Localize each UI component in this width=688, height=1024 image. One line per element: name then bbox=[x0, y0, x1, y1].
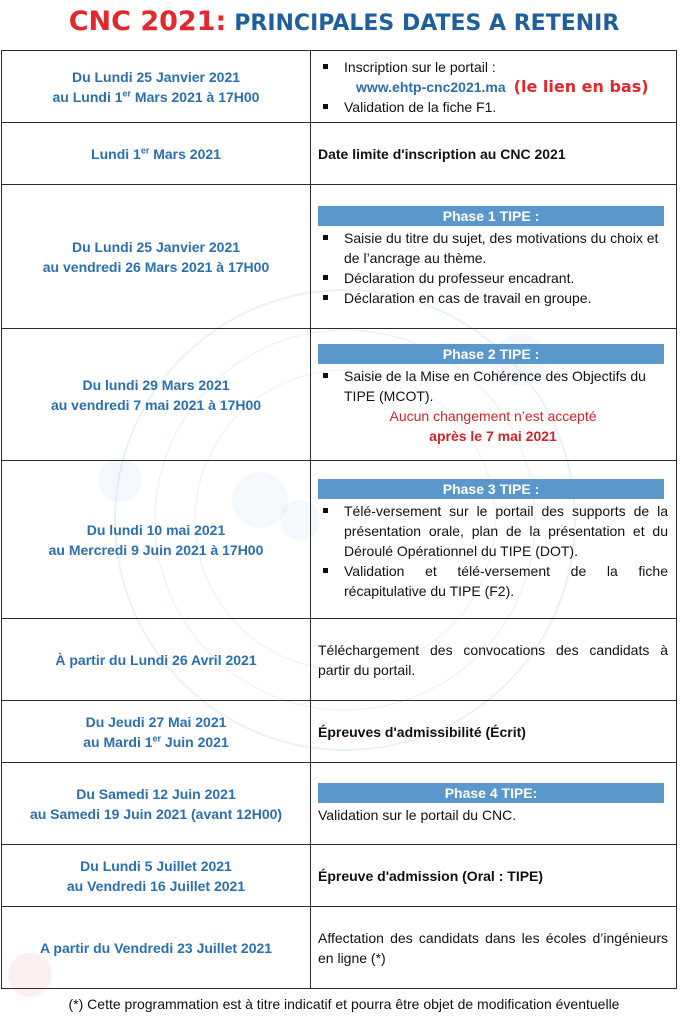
desc-cell: Date limite d'inscription au CNC 2021 bbox=[311, 123, 677, 185]
list-item: Validation et télé-versement de la fiche récapitulative du TIPE (F2). bbox=[318, 561, 668, 601]
table-row bbox=[2, 51, 677, 123]
warning-date: après le 7 mai 2021 bbox=[429, 427, 557, 444]
date-cell: Du lundi 29 Mars 2021 au vendredi 7 mai 2021 à 17H00 bbox=[2, 329, 311, 461]
desc-cell: Téléchargement des convocations des candidats à partir du portail. bbox=[311, 619, 677, 701]
date-cell: Du Lundi 25 Janvier 2021 au vendredi 26 Mars 2021 à 17H00 bbox=[2, 185, 311, 329]
table-row bbox=[2, 763, 677, 845]
table-row bbox=[2, 845, 677, 907]
list-item: Saisie de la Mise en Cohérence des Objectifs du TIPE (MCOT). bbox=[318, 366, 668, 406]
portal-link[interactable]: www.ehtp-cnc2021.ma bbox=[356, 78, 506, 95]
title-subtitle: PRINCIPALES DATES A RETENIR bbox=[234, 11, 620, 36]
desc-cell: Épreuves d'admissibilité (Écrit) bbox=[311, 701, 677, 763]
phase-header: Phase 3 TIPE : bbox=[318, 479, 664, 499]
page-title bbox=[0, 6, 688, 37]
date-cell: Du Samedi 12 Juin 2021 au Samedi 19 Juin 2021 (avant 12H00) bbox=[2, 763, 311, 845]
desc-text: Validation sur le portail du CNC. bbox=[318, 806, 517, 823]
table-row bbox=[2, 907, 677, 989]
date-cell: Du lundi 10 mai 2021 au Mercredi 9 Juin 2021 à 17H00 bbox=[2, 461, 311, 619]
list-item: Validation de la fiche F1. bbox=[318, 97, 668, 117]
phase-header: Phase 4 TIPE: bbox=[318, 783, 664, 803]
footnote: (*) Cette programmation est à titre indicatif et pourra être objet de modification éventuelle bbox=[68, 996, 620, 1012]
table-row bbox=[2, 461, 677, 619]
phase-header: Phase 2 TIPE : bbox=[318, 344, 664, 364]
table-row bbox=[2, 619, 677, 701]
desc-cell bbox=[311, 51, 677, 123]
desc-cell: Affectation des candidats dans les écoles d’ingénieurs en ligne (*) bbox=[311, 907, 677, 989]
list-item: Déclaration du professeur encadrant. bbox=[318, 268, 668, 288]
table-row bbox=[2, 185, 677, 329]
desc-cell bbox=[311, 185, 677, 329]
date-cell: Du Lundi 5 Juillet 2021 au Vendredi 16 Juillet 2021 bbox=[2, 845, 311, 907]
date-cell: À partir du Lundi 26 Avril 2021 bbox=[2, 619, 311, 701]
desc-cell: Épreuve d'admission (Oral : TIPE) bbox=[311, 845, 677, 907]
desc-cell bbox=[311, 461, 677, 619]
link-note: (le lien en bas) bbox=[513, 76, 649, 96]
list-item: Saisie du titre du sujet, des motivations du choix et de l’ancrage au thème. bbox=[318, 228, 668, 268]
date-cell: Du Jeudi 27 Mai 2021 au Mardi 1er Juin 2021 bbox=[2, 701, 311, 763]
list-item: Télé-versement sur le portail des supports de la présentation orale, plan de la présentation et du Déroulé Opérationnel du TIPE (DOT). bbox=[318, 501, 668, 561]
date-cell: Lundi 1er Mars 2021 bbox=[2, 123, 311, 185]
table-row bbox=[2, 701, 677, 763]
list-item: Inscription sur le portail : www.ehtp-cnc2021.ma (le lien en bas) bbox=[318, 57, 668, 97]
phase-header: Phase 1 TIPE : bbox=[318, 206, 664, 226]
warning-note: Aucun changement n’est accepté bbox=[389, 407, 597, 424]
desc-cell bbox=[311, 329, 677, 461]
table-row bbox=[2, 123, 677, 185]
title-cnc: CNC 2021: bbox=[68, 6, 227, 37]
schedule-table bbox=[1, 50, 677, 989]
date-cell: Du Lundi 25 Janvier 2021 au Lundi 1er Mars 2021 à 17H00 bbox=[2, 51, 311, 123]
table-row bbox=[2, 329, 677, 461]
desc-cell bbox=[311, 763, 677, 845]
date-cell: A partir du Vendredi 23 Juillet 2021 bbox=[2, 907, 311, 989]
list-item: Déclaration en cas de travail en groupe. bbox=[318, 288, 668, 308]
